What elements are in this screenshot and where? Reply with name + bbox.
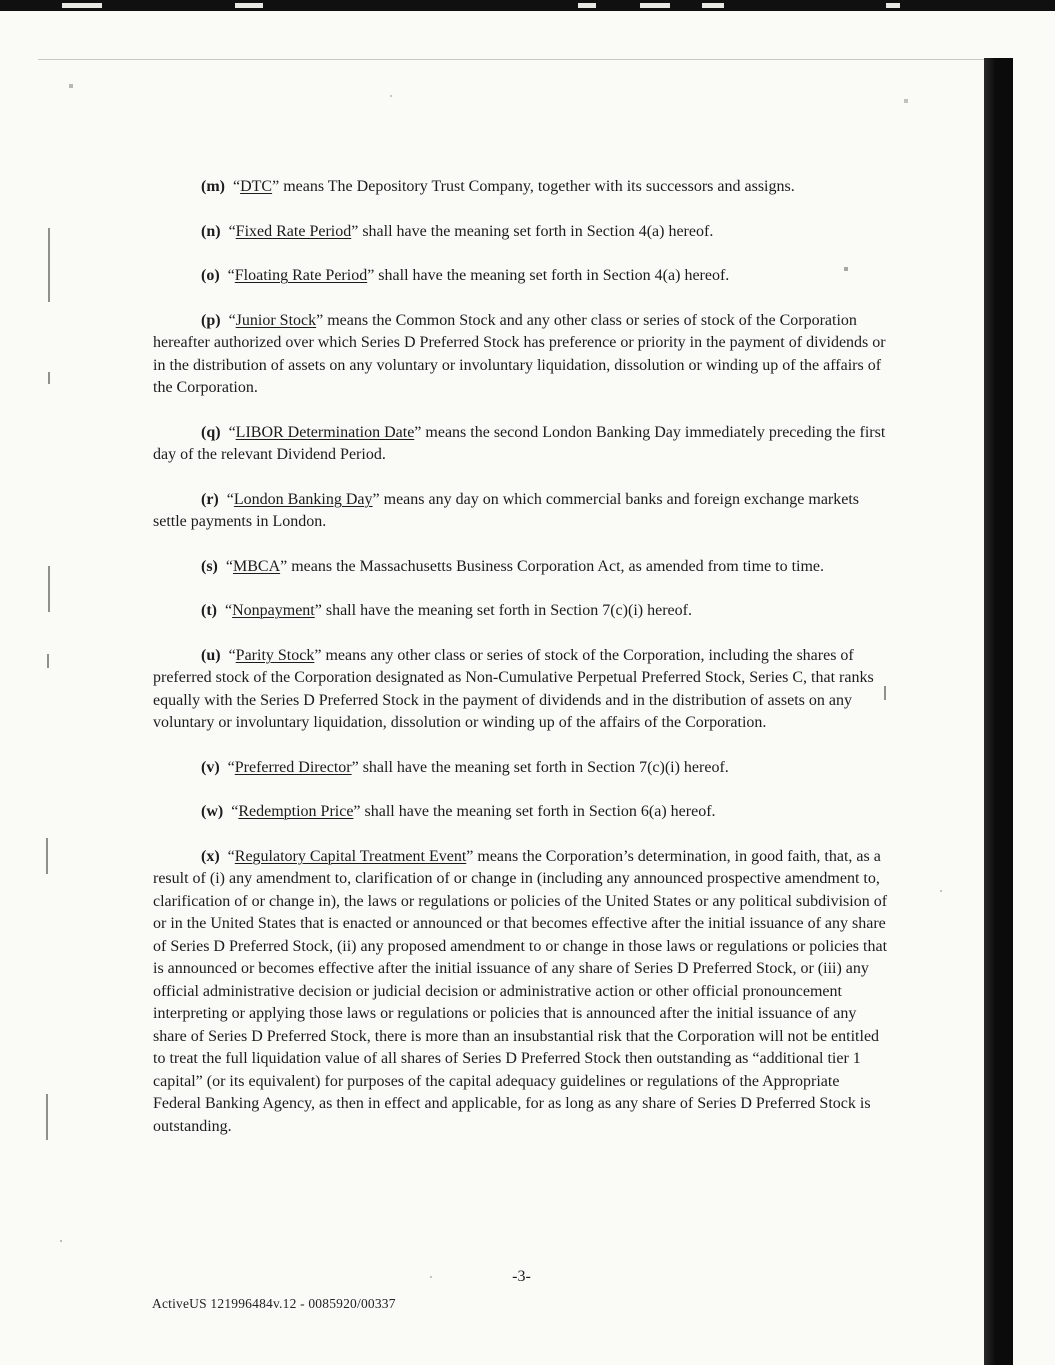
definition-text: ” shall have the meaning set forth in Section 4(a) hereof. [351,222,714,240]
definition-label: (w) [201,803,224,820]
definition-paragraph [153,801,890,824]
definition-label: (s) [201,557,218,575]
open-quote: “ [228,646,236,664]
open-quote: “ [226,490,234,508]
open-quote: “ [227,847,235,865]
open-quote: “ [232,178,241,195]
definition-text: ” means the second London Banking Day immediately preceding the first day of the relevant Dividend Period. [153,423,886,463]
definition-paragraph [153,757,890,780]
definition-text: ” shall have the meaning set forth in Section 7(c)(i) hereof. [314,602,692,619]
defined-term: Regulatory Capital Treatment Event [234,847,467,865]
definition-paragraph [153,846,890,1139]
scan-artifact-left-mark [48,566,50,612]
definition-text: ” means the Corporation’s determination, in good faith, that, as a result of (i) any amendment to, clarification of or change in (including any announced prospective amendment to, clarification of or change in), the laws or regulations or policies of the United States or any political subdivision of or in the United States that is enacted or announced or that becomes effective after the initial issuance of any share of Series D Preferred Stock, (ii) any proposed amendment to or change in those laws or regulations or policies that is announced or becomes effective after the initial issuance of any share of Series D Preferred Stock, or (iii) any official administrative decision or judicial decision or administrative action or other official pronouncement interpreting or applying those laws or regulations or policies that is announced after the initial issuance of any share of Series D Preferred Stock, there is more than an insubstantial risk that the Corporation will not be entitled to treat the full liquidation value of all shares of Series D Preferred Stock then outstanding as “additional tier 1 capital” (or its equivalent) for purposes of the capital adequacy guidelines or regulations of the Appropriate Federal Banking Agency, as then in effect and applicable, for as long as any share of Series D Preferred Stock is outstanding. [153,847,888,1135]
definition-paragraph [153,176,890,199]
open-quote: “ [225,557,233,575]
definition-paragraph [153,556,890,579]
definition-label: (t) [201,602,217,619]
defined-term: Preferred Director [234,758,352,776]
scan-artifact-left-mark [48,372,50,384]
definition-label: (x) [201,847,220,865]
definition-label: (u) [201,646,221,664]
defined-term: Fixed Rate Period [235,222,352,240]
defined-term: Junior Stock [235,311,317,329]
defined-term: Redemption Price [238,803,354,820]
open-quote: “ [228,311,236,329]
scan-artifact-dash [886,3,900,8]
defined-term: LIBOR Determination Date [235,423,415,441]
scan-artifact-left-mark [46,838,48,874]
definition-label: (r) [201,490,219,508]
defined-term: MBCA [233,557,281,575]
open-quote: “ [228,423,236,441]
open-quote: “ [228,222,236,240]
open-quote: “ [224,602,233,619]
definition-text: ” means the Massachusetts Business Corporation Act, as amended from time to time. [280,557,825,575]
open-quote: “ [231,803,239,820]
definition-label: (m) [201,178,225,195]
scan-artifact-specks [0,0,2,2]
definition-paragraph [153,221,890,244]
open-quote: “ [227,758,235,776]
definition-text: ” means any day on which commercial banks and foreign exchange markets settle payments in London. [153,490,860,530]
definition-text: ” shall have the meaning set forth in Section 4(a) hereof. [367,267,730,284]
definition-paragraph [153,600,890,623]
definition-text: ” means any other class or series of stock of the Corporation, including the shares of preferred stock of the Corporation designated as Non-Cumulative Perpetual Preferred Stock, Series C, that ranks equally with the Series D Preferred Stock in the payment of dividends and in the distribution of assets on any voluntary or involuntary liquidation, dissolution or winding up of the affairs of the Corporation. [153,646,874,731]
scan-artifact-dash [62,3,102,8]
defined-term: Floating Rate Period [234,267,368,284]
scan-artifact-dash [578,3,596,8]
defined-term: London Banking Day [233,490,373,508]
scan-artifact-dash [702,3,724,8]
scan-artifact-top-bar [0,0,1055,11]
definition-label: (q) [201,423,221,441]
scan-artifact-dash [640,3,670,8]
definition-label: (p) [201,311,221,329]
definition-text: ” shall have the meaning set forth in Section 7(c)(i) hereof. [351,758,729,776]
open-quote: “ [227,267,235,284]
page-number: -3- [512,1268,531,1285]
definition-text: ” means the Common Stock and any other class or series of stock of the Corporation hereafter authorized over which Series D Preferred Stock has preference or priority in the payment of dividends or in the distribution of assets on any voluntary or involuntary liquidation, dissolution or winding up of the affairs of the Corporation. [153,311,886,396]
defined-term: Parity Stock [235,646,315,664]
definition-paragraph [153,489,890,534]
scan-artifact-dash [235,3,263,8]
definition-text: ” means The Depository Trust Company, together with its successors and assigns. [272,178,795,195]
scan-artifact-left-mark [48,228,50,302]
definition-label: (o) [201,267,220,284]
definition-paragraph [153,265,890,288]
definition-label: (v) [201,758,220,776]
scan-artifact-right-bar [984,58,1013,1365]
definition-label: (n) [201,222,221,240]
defined-term: Nonpayment [232,602,315,619]
definition-paragraph [153,422,890,467]
definition-text: ” shall have the meaning set forth in Section 6(a) hereof. [353,803,716,820]
definition-paragraph [153,310,890,400]
scan-artifact-left-mark [47,654,49,668]
definition-paragraph [153,645,890,735]
scan-artifact-horizontal-line [38,59,986,60]
defined-term: DTC [240,178,273,195]
document-id-footer: ActiveUS 121996484v.12 - 0085920/00337 [152,1296,396,1311]
document-body [153,176,890,1160]
scan-artifact-left-mark [46,1094,48,1140]
